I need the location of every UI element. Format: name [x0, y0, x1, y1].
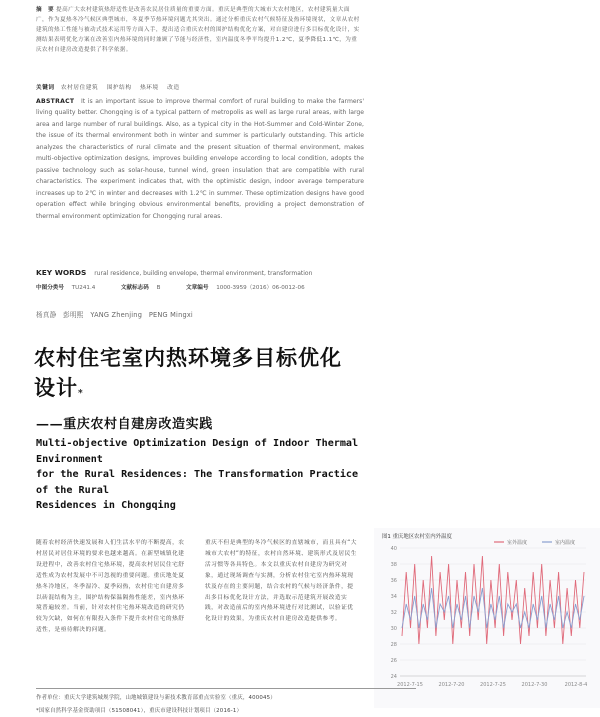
x-tick-label: 2012-8-4 [564, 682, 588, 688]
paper-title-en [36, 436, 366, 514]
temperature-chart [374, 528, 600, 708]
title-line-2: 设计 [34, 375, 78, 400]
figure-panel [374, 528, 600, 708]
series-line [402, 556, 584, 644]
x-tick-label: 2012-7-25 [480, 682, 506, 688]
y-tick-label: 28 [390, 642, 397, 648]
abstract-cn-text: 提高广大农村建筑热舒适性是改善农民居住质量的重要方面。重庆是典型的大城市大农村地区，农村建筑量大面广，作为夏热冬冷气候区典型城市，冬夏季节热环境问题尤其突出。通过分析重庆农村气候特征及热环境现状，文章从农村建筑的热工性能与被动式技术运用等方面入手，提出适合重庆农村的围护结构优化方案，对自建房进行多目标优化设计，实测结果表明优化方案在改善室内热环境的同时兼顾了节能与经济性，室内温度冬季平均提升1.2℃，夏季降低1.1℃，为重庆农村自建房改造提供了科学依据。 [36, 7, 360, 53]
y-tick-label: 36 [390, 578, 397, 584]
abstract-cn [36, 6, 361, 56]
x-tick-label: 2012-7-20 [438, 682, 465, 688]
keywords-en-label: KEY WORDS [36, 268, 87, 277]
article-number-label: 文章编号 [186, 285, 209, 291]
y-tick-label: 30 [390, 626, 397, 632]
article-number-value: 1000-3959（2016）06-0012-06 [216, 285, 305, 291]
doc-code-value: B [156, 285, 161, 291]
doc-code-label: 文献标志码 [120, 285, 149, 291]
keywords-cn [36, 83, 180, 91]
abstract-en-label: ABSTRACT [36, 98, 75, 105]
footnote-affiliation: 作者单位：重庆大学建筑城规学院，山地城镇建设与新技术教育部重点实验室（重庆，400045） [36, 695, 276, 701]
abstract-en [36, 96, 364, 222]
legend-label: 室内温度 [555, 540, 576, 546]
title-line-1: 农村住宅室内热环境多目标优化 [34, 345, 342, 370]
authors: 杨真静 彭明熙 YANG Zhenjing PENG Mingxi [36, 311, 193, 319]
title-footnote-mark: * [78, 389, 84, 399]
y-tick-label: 26 [390, 658, 397, 664]
legend-label: 室外温度 [507, 540, 528, 546]
title-en-line-3: Residences in Chongqing [36, 500, 176, 512]
clc-value: TU241.4 [71, 285, 96, 291]
keywords-cn-label: 关键词 [36, 85, 55, 91]
keyword-cn: 改造 [167, 85, 180, 91]
keywords-en-text: rural residence, building envelope, thermal environment, transformation [94, 270, 313, 277]
y-tick-label: 40 [390, 546, 397, 552]
paper-title [34, 343, 374, 403]
keyword-cn: 热环境 [140, 85, 159, 91]
footnote-divider [36, 688, 416, 689]
abstract-cn-label: 摘 要 [36, 7, 54, 13]
figure-caption: 图1 重庆地区农村室内外温度 [382, 534, 452, 540]
y-tick-label: 38 [390, 562, 397, 568]
abstract-en-text: It is an important issue to improve thermal comfort of rural building to make the farmers' living quality better. Chongqing is of a typical pattern of metropolis as well as large rural areas, with large area and large number of rural buildings. Also, as a typical city in the Hot-Summer and Cold-Winter Zone, the issue of its thermal environment both in winter and summer is particularly outstanding. This article analyzes the characteristics of rural climate and the present situation of thermal environment, makes multi-objective optimization designs, improves building envelope according to local condition, adopts the passive technology such as solar-house, tunnel wind, green insulation that are compatible with rural characteristics. The experiment indicates that, with the optimistic design, indoor average temperature increases up to 2℃ in winter and decreases with 1.2℃ in summer. These optimization designs have good operation effect while bringing obvious environmental benefits, providing a project demonstration of thermal environment optimization for Chongqing rural areas. [36, 98, 364, 220]
keyword-cn: 农村居住建筑 [60, 85, 99, 91]
y-tick-label: 34 [390, 594, 397, 600]
clc-label: 中图分类号 [36, 285, 64, 291]
x-tick-label: 2012-7-15 [397, 682, 423, 688]
classification-line [36, 283, 305, 291]
title-en-line-2: for the Rural Residences: The Transformation Practice of the Rural [36, 469, 359, 496]
body-column-1: 随着农村经济快速发展和人们生活水平的不断提高，农村居民对居住环境的要求也越来越高。在新型城镇化建设进程中，改善农村住宅热环境，提高农村居民住宅舒适性成为农村发展中不可忽视的重要问题。重庆地处夏热冬冷地区，冬季湿冷、夏季闷热，农村住宅自建房多以砖混结构为主，围护结构保温隔热性能差，室内热环境普遍较差。当前，针对农村住宅热环境改造的研究仍较为欠缺，如何在有限投入条件下提升农村住宅的热舒适性，是亟待解决的问题。 [36, 540, 185, 634]
body-column-2: 重庆不但是典型的冬冷气候区的直辖城市，而且具有“大城市大农村”的特征，农村自然环境、建筑形式及居民生活习惯等各具特色。本文以重庆农村自建房为研究对象，通过现场调查与实测，分析农村住宅室内热环境现状及存在的主要问题，结合农村的气候与经济条件，提出多目标优化设计方法，并选取示范建筑开展改造实践，对改造前后的室内热环境进行对比测试，以验证优化设计的效果，为重庆农村自建房改造提供参考。 [205, 540, 357, 623]
keyword-cn: 围护结构 [106, 85, 132, 91]
y-tick-label: 32 [390, 610, 397, 616]
title-en-line-1: Multi-objective Optimization Design of Indoor Thermal Environment [36, 438, 359, 465]
paper-subtitle: ——重庆农村自建房改造实践 [36, 417, 213, 432]
y-tick-label: 24 [390, 674, 397, 680]
footnote-funding: *国家自然科学基金资助项目（51508041），重庆市建设科技计划项目（2016-1） [36, 708, 243, 714]
x-tick-label: 2012-7-30 [521, 682, 548, 688]
keywords-en [36, 268, 366, 277]
